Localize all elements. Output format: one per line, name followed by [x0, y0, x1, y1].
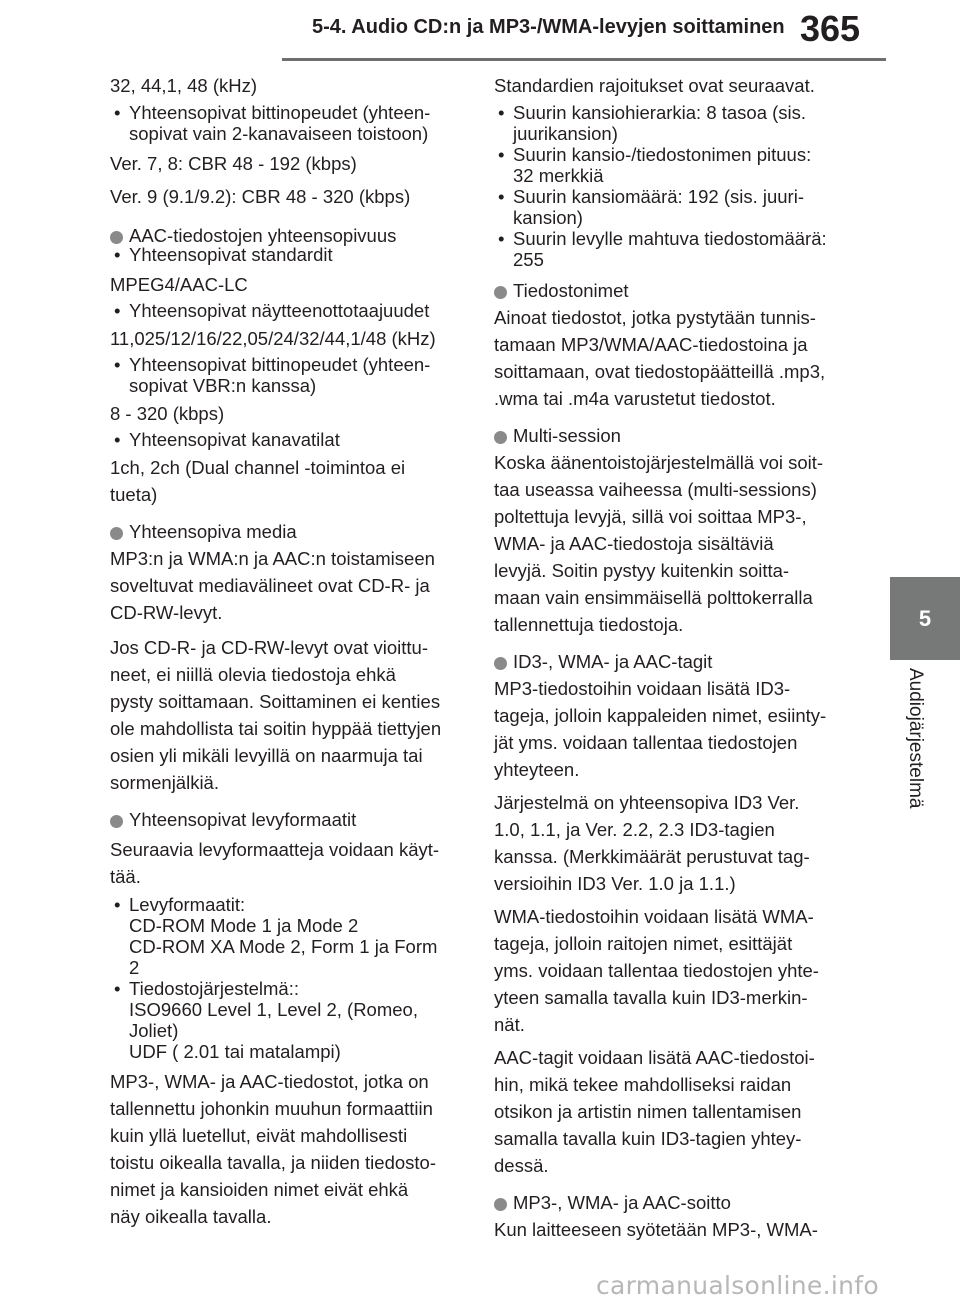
paragraph: MP3-, WMA- ja AAC-tiedostot, jotka on tallennettu johonkin muuhun formaattiin kuin yllä luetellut, eivät mahdollisesti toistu oikealla tavalla, ja niiden tiedosto- nimet ja kansioiden nimet eivät ehkä näy oikealla tavalla. — [110, 1071, 436, 1227]
paragraph: Ainoat tiedostot, jotka pystytään tunnis- tamaan MP3/WMA/AAC-tiedostoina ja soittamaan, ovat tiedostopäätteillä .mp3, .wma tai .m4a varustetut tiedostot. — [494, 307, 826, 409]
paragraph: Jos CD-R- ja CD-RW-levyt ovat vioittu- neet, ei niillä olevia tiedostoja ehkä pysty soittamaan. Soittaminen ei kenties ole mahdollista tai soitin hyppää tiettyjen osien yli mikäli levyillä on naarmuja tai sormenjälkiä. — [110, 637, 442, 793]
bullet-item: • Suurin levylle mahtuva tiedostomäärä: 255 — [494, 228, 864, 270]
chapter-tab-number: 5 — [890, 577, 960, 660]
chapter-tab-label — [890, 668, 960, 868]
section-heading: Yhteensopiva media — [110, 518, 475, 545]
header-rule — [282, 58, 886, 61]
paragraph: MP3-tiedostoihin voidaan lisätä ID3- tageja, jolloin kappaleiden nimet, esiinty- jät yms. voidaan tallentaa tiedostojen yhteyteen. — [494, 678, 827, 780]
paragraph: WMA-tiedostoihin voidaan lisätä WMA- tageja, jolloin raitojen nimet, esittäjät yms. voidaan tallentaa tiedostojen yhte- yteen samalla tavalla kuin ID3-merkin- nät. — [494, 906, 819, 1035]
text-line: 1ch, 2ch (Dual channel -toimintoa ei — [110, 457, 406, 478]
paragraph: MP3:n ja WMA:n ja AAC:n toistamiseen soveltuvat mediavälineet ovat CD-R- ja CD-RW-levyt. — [110, 548, 435, 623]
text-line: 8 - 320 (kbps) — [110, 403, 225, 424]
bullet-item: • Yhteensopivat bittinopeudet (yhteen- sopivat vain 2-kanavaiseen toistoon) — [110, 102, 475, 144]
bullet-dot-icon — [494, 286, 507, 299]
paragraph: AAC-tagit voidaan lisätä AAC-tiedostoi- hin, mikä tekee mahdolliseksi raidan otsikon ja artistin nimen tallentamisen samalla tavalla kuin ID3-tagien yhtey- dessä. — [494, 1047, 815, 1176]
page-number: 365 — [800, 8, 861, 49]
paragraph: Järjestelmä on yhteensopiva ID3 Ver. 1.0, 1.1, ja Ver. 2.2, 2.3 ID3-tagien kanssa. (Merkkimäärät perustuvat tag- versioihin ID3 Ver. 1.0 ja 1.1.) — [494, 792, 810, 894]
text-line: 11,025/12/16/22,05/24/32/44,1/48 (kHz) — [110, 328, 436, 349]
text-line: Ver. 9 (9.1/9.2): CBR 48 - 320 (kbps) — [110, 186, 411, 207]
bullet-dot-icon — [110, 815, 123, 828]
bullet-item: • Suurin kansio-/tiedostonimen pituus: 32 merkkiä — [494, 144, 864, 186]
text-line: tueta) — [110, 484, 158, 505]
bullet-item: • Yhteensopivat standardit — [110, 244, 475, 265]
chapter-label-text: Audiojärjestelmä — [905, 668, 926, 809]
bullet-item: • Yhteensopivat näytteenottotaajuudet — [110, 300, 475, 321]
text-line: Kun laitteeseen syötetään MP3-, WMA- — [494, 1219, 818, 1240]
left-column — [110, 72, 475, 1230]
section-heading: Multi-session — [494, 422, 864, 449]
bullet-dot-icon — [494, 1198, 507, 1211]
section-heading: Yhteensopivat levyformaatit — [110, 806, 475, 833]
bullet-dot-icon — [494, 657, 507, 670]
section-heading: MP3-, WMA- ja AAC-soitto — [494, 1189, 864, 1216]
section-heading: AAC-tiedostojen yhteensopivuus — [110, 222, 475, 249]
section-heading: ID3-, WMA- ja AAC-tagit — [494, 648, 864, 675]
text-line: MPEG4/AAC-LC — [110, 274, 248, 295]
bullet-dot-icon — [110, 527, 123, 540]
section-heading: Tiedostonimet — [494, 277, 864, 304]
bullet-item: • Levyformaatit: CD-ROM Mode 1 ja Mode 2 CD-ROM XA Mode 2, Form 1 ja Form 2 — [110, 894, 475, 978]
bullet-item: • Suurin kansiohierarkia: 8 tasoa (sis. juurikansion) — [494, 102, 864, 144]
right-column — [494, 72, 864, 1243]
bullet-item: • Suurin kansiomäärä: 192 (sis. juuri- kansion) — [494, 186, 864, 228]
bullet-item: • Tiedostojärjestelmä:: ISO9660 Level 1, Level 2, (Romeo, Joliet) UDF ( 2.01 tai matalampi) — [110, 978, 475, 1062]
text-line: 32, 44,1, 48 (kHz) — [110, 75, 258, 96]
watermark: carmanualsonline.info — [596, 1271, 879, 1300]
text-line: Ver. 7, 8: CBR 48 - 192 (kbps) — [110, 153, 357, 174]
bullet-item: • Yhteensopivat kanavatilat — [110, 429, 475, 450]
section-title: 5-4. Audio CD:n ja MP3-/WMA-levyjen soittaminen — [312, 16, 785, 38]
paragraph: Seuraavia levyformaatteja voidaan käyt- tää. — [110, 839, 440, 887]
paragraph: Koska äänentoistojärjestelmällä voi soit- taa useassa vaiheessa (multi-sessions) poltettuja levyjä, sillä voi soittaa MP3-, WMA- ja AAC-tiedostoja sisältäviä levyjä. Soitin pystyy kuitenkin soitta- maan vain ensimmäisellä polttokerralla tallennettuja tiedostoja. — [494, 452, 824, 635]
bullet-dot-icon — [494, 431, 507, 444]
bullet-item: • Yhteensopivat bittinopeudet (yhteen- sopivat VBR:n kanssa) — [110, 354, 475, 396]
bullet-dot-icon — [110, 231, 123, 244]
text-line: Standardien rajoitukset ovat seuraavat. — [494, 75, 815, 96]
